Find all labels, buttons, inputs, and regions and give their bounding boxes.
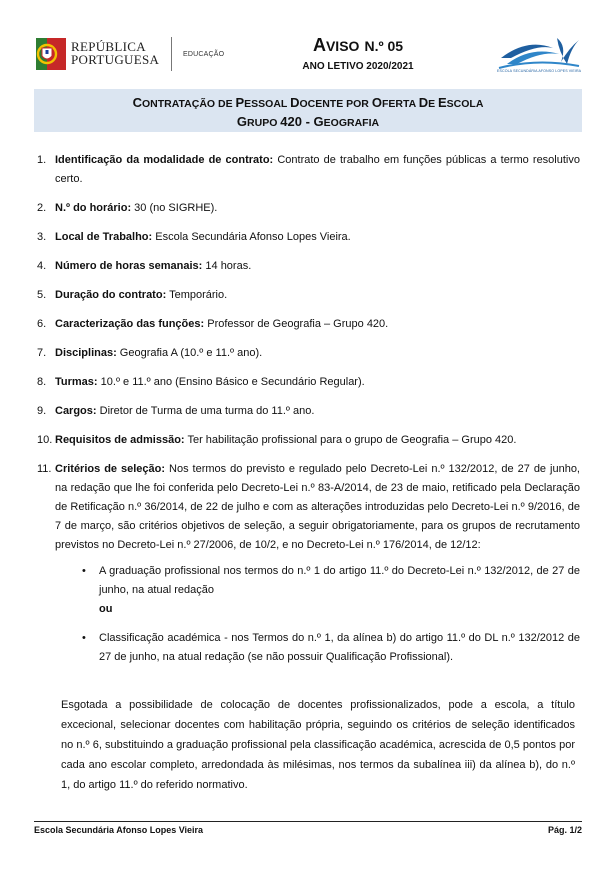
item-text: Temporário. (166, 289, 228, 301)
list-item (37, 199, 580, 218)
item-number: 6. (37, 318, 47, 330)
bullet-dot-icon: • (82, 632, 86, 644)
school-logo-caption: ESCOLA SECUNDÁRIA AFONSO LOPES VIEIRA (497, 69, 582, 73)
school-year: ANO LETIVO 2020/2021 (302, 61, 414, 72)
contract-items-list (37, 151, 580, 677)
item-label: Número de horas semanais: (55, 260, 203, 272)
item-label: Duração do contrato: (55, 289, 167, 301)
notice-number: N.º 05 (364, 38, 404, 54)
item-number: 11. (37, 463, 52, 475)
item-number: 9. (37, 405, 47, 417)
notice-heading (300, 35, 416, 72)
criteria-bullet (82, 562, 580, 619)
list-item (37, 460, 580, 667)
item-label: Caracterização das funções: (55, 318, 205, 330)
list-item (37, 344, 580, 363)
footer-page-number: Pág. 1/2 (547, 825, 582, 835)
item-number: 3. (37, 231, 47, 243)
criteria-bullet (82, 629, 580, 667)
republic-line-1: REPÚBLICA (71, 39, 146, 54)
item-label: Local de Trabalho: (55, 231, 153, 243)
republic-name (71, 40, 159, 66)
item-text: 10.º e 11.º ano (Ensino Básico e Secundário Regular). (97, 376, 365, 388)
list-item (37, 373, 580, 392)
bullet-text: A graduação profissional nos termos do n.º 1 do artigo 11.º do Decreto-Lei n.º 132/2012, de 27 de junho, na atual redação (99, 565, 580, 596)
item-number: 10. (37, 434, 53, 446)
notice-title: AVISO N.º 05 (312, 35, 404, 55)
title-band (34, 89, 582, 132)
item-text: 30 (no SIGRHE). (131, 202, 218, 214)
item-label: Turmas: (55, 376, 98, 388)
item-text: Diretor de Turma de uma turma do 11.º ano. (96, 405, 315, 417)
item-number: 5. (37, 289, 47, 301)
footer-school: Escola Secundária Afonso Lopes Vieira (34, 825, 204, 835)
ministry-label: EDUCAÇÃO (183, 51, 225, 58)
exception-note: Esgotada a possibilidade de colocação de docentes profissionalizados, pode a escola, a título excecional, selecionar docentes com habilitação própria, seguindo os critérios de seleção identificados no n.º 6, substituindo a graduação profissional pela classificação académica, acrescida de 0,5 pontos por cada ano escolar completo, arredondada às milésimas, nos termos da subalínea iii) da alínea b), do n.º 1, do artigo 11.º do referido normativo. (61, 699, 575, 791)
list-item (37, 402, 580, 421)
title-line-1: CONTRATAÇÃO DE PESSOAL DOCENTE POR OFERTA DE ESCOLA (132, 95, 484, 110)
criteria-bullets (55, 562, 580, 667)
title-line-2: GRUPO 420 - GEOGRAFIA (236, 114, 380, 129)
list-item (37, 257, 580, 276)
item-label: Identificação da modalidade de contrato: (55, 154, 274, 166)
list-item (37, 228, 580, 247)
item-number: 8. (37, 376, 47, 388)
header-divider (171, 37, 172, 71)
item-label: Cargos: (55, 405, 97, 417)
list-item (37, 151, 580, 189)
item-text: Professor de Geografia – Grupo 420. (204, 318, 389, 330)
republic-line-2: PORTUGUESA (71, 52, 160, 67)
bullet-dot-icon: • (82, 565, 86, 577)
footer-divider (34, 821, 582, 822)
bullet-text: Classificação académica - nos Termos do n.º 1, da alínea b) do artigo 11.º do DL n.º 132/2012 de 27 de junho, na atual redação (se não possuir Qualificação Profissional). (99, 632, 580, 663)
item-number: 1. (37, 154, 47, 166)
item-label: Disciplinas: (55, 347, 117, 359)
list-item (37, 286, 580, 305)
school-logo-icon (497, 32, 581, 74)
list-item (37, 431, 580, 450)
item-text: Ter habilitação profissional para o grupo de Geografia – Grupo 420. (184, 434, 517, 446)
list-item (37, 315, 580, 334)
item-number: 2. (37, 202, 47, 214)
bullet-connector: ou (99, 603, 113, 615)
item-text: 14 horas. (202, 260, 252, 272)
item-label: N.º do horário: (55, 202, 132, 214)
item-number: 4. (37, 260, 47, 272)
item-text: Contrato de trabalho em funções públicas a termo resolutivo certo. (55, 154, 580, 185)
item-text: Escola Secundária Afonso Lopes Vieira. (152, 231, 351, 243)
item-text: Nos termos do previsto e regulado pelo Decreto-Lei n.º 132/2012, de 27 de junho, na redação que lhe foi conferida pelo Decreto-Lei n.º 83-A/2014, de 23 de maio, retificado pela Declaração de Retificação n.º 36/2014, de 22 de julho e com as alterações introduzidas pelo Decreto-Lei n.º 9/2016, de 7 de março, são critérios objetivos de seleção, a seguir obrigatoriamente, para os grupos de recrutamento previstos no Decreto-Lei n.º 27/2006, de 10/2, e no Decreto-Lei n.º 176/2014, de 12/12: (55, 463, 580, 551)
item-number: 7. (37, 347, 47, 359)
item-label: Requisitos de admissão: (55, 434, 185, 446)
portuguese-republic-emblem-icon (36, 36, 66, 72)
item-text: Geografia A (10.º e 11.º ano). (116, 347, 263, 359)
item-label: Critérios de seleção: (55, 463, 166, 475)
